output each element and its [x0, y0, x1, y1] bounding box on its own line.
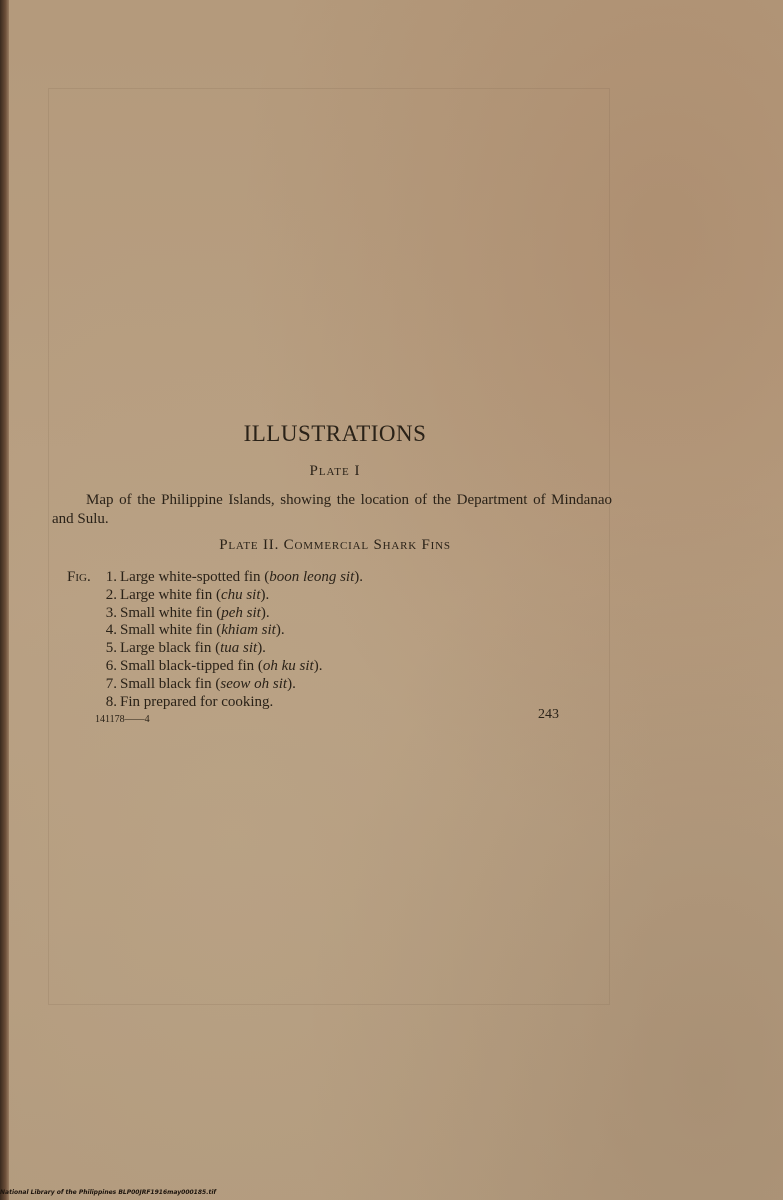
figure-number: 7. — [105, 675, 117, 692]
figure-caption: Fin prepared for cooking. — [120, 693, 274, 710]
figure-caption: Small black-tipped fin (oh ku sit). — [120, 657, 323, 674]
page-number: 243 — [538, 707, 559, 722]
figure-local-term: chu sit — [220, 586, 261, 603]
figure-caption: Small black fin (seow oh sit). — [120, 675, 296, 692]
plate-1-description: Map of the Philippine Islands, showing the location of the Department of Mindanao and Sulu. — [52, 492, 612, 527]
figure-local-term: tua sit — [220, 640, 258, 657]
figure-local-term: peh sit — [221, 604, 261, 621]
figure-prefix: Fig. — [67, 569, 91, 585]
figure-local-term: seow oh sit — [220, 675, 288, 692]
figure-caption: Small white fin (khiam sit). — [120, 622, 285, 639]
figure-caption: Small white fin (peh sit). — [120, 604, 270, 621]
figure-number: 8. — [105, 693, 117, 710]
plate-1-heading: Plate I — [309, 463, 361, 479]
figure-number: 4. — [105, 622, 117, 639]
figure-number: 5. — [105, 640, 117, 657]
figure-number: 3. — [105, 604, 117, 621]
plate-2-heading: Plate II. Commercial Shark Fins — [219, 537, 451, 553]
figure-local-term: oh ku sit — [262, 657, 314, 674]
book-binding — [0, 0, 9, 1200]
figure-local-term: boon leong sit — [269, 569, 355, 585]
figure-number: 1. — [105, 569, 117, 585]
figure-number: 2. — [105, 586, 117, 603]
figure-number: 6. — [105, 657, 117, 674]
figure-caption: Large black fin (tua sit). — [120, 640, 266, 657]
page-title: ILLUSTRATIONS — [243, 421, 427, 446]
library-stamp: National Library of the Philippines BLP00JRF1916may000185.tif — [0, 1189, 217, 1196]
figure-local-term: khiam sit — [221, 622, 276, 639]
figure-caption: Large white-spotted fin (boon leong sit). — [120, 569, 364, 585]
signature-mark: 141178——4 — [95, 714, 150, 725]
figure-caption: Large white fin (chu sit). — [120, 586, 270, 603]
